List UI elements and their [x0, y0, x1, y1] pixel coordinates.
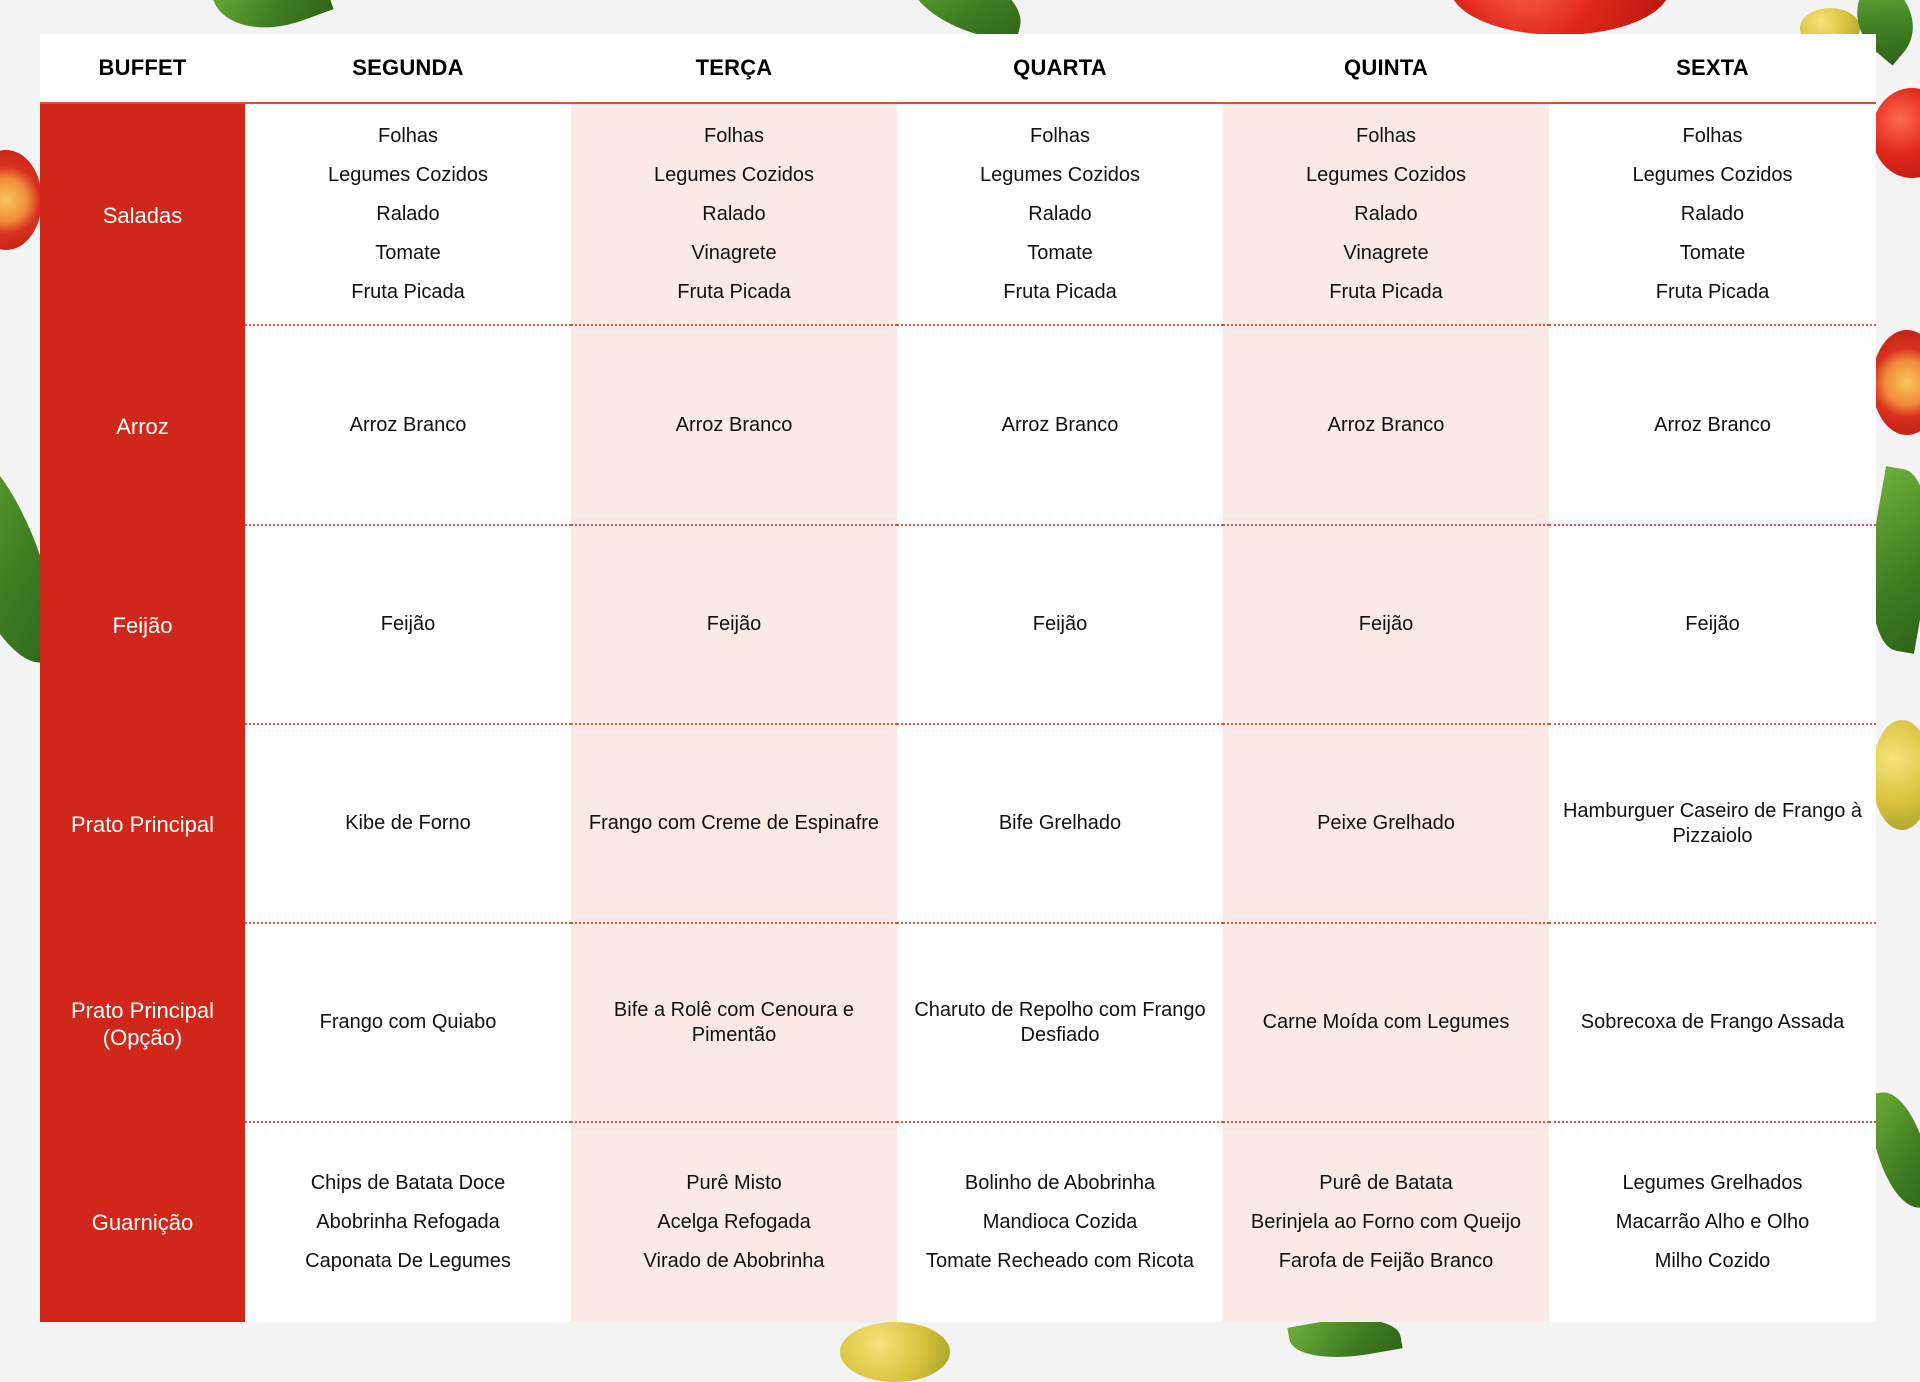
menu-item: Vinagrete — [691, 241, 777, 264]
menu-item: Ralado — [702, 202, 766, 225]
day-header-quinta: QUINTA — [1223, 34, 1549, 104]
menu-item: Purê de Batata — [1319, 1172, 1453, 1194]
menu-cell — [1549, 1123, 1876, 1322]
menu-cell — [245, 1123, 571, 1322]
menu-item: Fruta Picada — [1003, 280, 1117, 303]
menu-cell — [897, 1123, 1223, 1322]
day-header-quarta: QUARTA — [897, 34, 1223, 104]
menu-item: Feijão — [1685, 613, 1740, 635]
menu-cell — [897, 725, 1223, 924]
menu-item: Feijão — [1032, 613, 1088, 635]
menu-item: Bolinho de Abobrinha — [964, 1172, 1156, 1194]
menu-item: Feijão — [380, 613, 436, 635]
menu-item: Virado de Abobrinha — [643, 1250, 825, 1272]
buffet-header: BUFFET — [40, 34, 245, 104]
menu-cell — [245, 326, 571, 526]
menu-cell — [571, 1123, 897, 1322]
menu-item: Folhas — [377, 124, 439, 147]
menu-item: Hamburguer Caseiro de Frango à Pizzaiolo — [1562, 799, 1863, 847]
menu-cell — [1549, 326, 1876, 526]
yellow-tomato-icon — [1872, 720, 1920, 830]
menu-item: Arroz Branco — [675, 413, 793, 436]
menu-cell — [1223, 326, 1549, 526]
menu-cell — [245, 725, 571, 924]
menu-item: Ralado — [1354, 202, 1418, 225]
menu-cell — [1549, 924, 1876, 1123]
menu-item: Acelga Refogada — [657, 1211, 811, 1233]
menu-cell — [245, 526, 571, 725]
menu-item: Frango com Quiabo — [319, 1011, 497, 1033]
menu-item: Abobrinha Refogada — [316, 1211, 500, 1233]
menu-item: Chips de Batata Doce — [310, 1172, 506, 1194]
menu-item: Arroz Branco — [1001, 413, 1119, 436]
menu-cell — [897, 326, 1223, 526]
menu-item: Bife Grelhado — [998, 812, 1122, 834]
menu-item: Folhas — [703, 124, 765, 147]
menu-item: Berinjela ao Forno com Queijo — [1250, 1211, 1522, 1233]
menu-item: Feijão — [1358, 613, 1414, 635]
menu-cell — [571, 526, 897, 725]
menu-item: Fruta Picada — [677, 280, 791, 303]
menu-item: Mandioca Cozida — [982, 1211, 1138, 1233]
menu-item: Farofa de Feijão Branco — [1278, 1250, 1494, 1272]
menu-item: Purê Misto — [686, 1172, 782, 1194]
menu-cell — [1549, 526, 1876, 725]
category-feijao: Feijão — [40, 526, 245, 725]
menu-item: Arroz Branco — [1654, 413, 1771, 436]
menu-item: Carne Moída com Legumes — [1262, 1011, 1510, 1033]
menu-item: Legumes Cozidos — [1305, 163, 1467, 186]
category-prato-principal: Prato Principal — [40, 725, 245, 924]
tomato-icon — [1450, 0, 1670, 35]
cherry-tomato-half-icon — [1872, 330, 1920, 435]
menu-cell — [245, 924, 571, 1123]
menu-item: Ralado — [1680, 202, 1745, 225]
menu-cell — [245, 104, 571, 326]
menu-item: Peixe Grelhado — [1317, 812, 1455, 834]
menu-cell — [571, 924, 897, 1123]
menu-item: Charuto de Repolho com Frango Desfiado — [914, 998, 1206, 1046]
menu-item: Legumes Grelhados — [1622, 1172, 1803, 1194]
menu-item: Fruta Picada — [1655, 280, 1770, 303]
menu-cell — [571, 326, 897, 526]
menu-item: Legumes Cozidos — [653, 163, 815, 186]
menu-item: Ralado — [376, 202, 440, 225]
menu-cell — [1223, 1123, 1549, 1322]
menu-item: Legumes Cozidos — [1632, 163, 1793, 186]
menu-item: Tomate — [1679, 241, 1746, 264]
menu-item: Ralado — [1028, 202, 1092, 225]
menu-cell — [1223, 104, 1549, 326]
menu-item: Bife a Rolê com Cenoura e Pimentão — [613, 998, 855, 1046]
menu-item: Fruta Picada — [351, 280, 465, 303]
menu-item: Milho Cozido — [1654, 1250, 1771, 1272]
menu-cell — [571, 104, 897, 326]
tomato-icon — [1872, 88, 1920, 178]
cherry-tomato-half-icon — [0, 150, 42, 250]
day-header-terca: TERÇA — [571, 34, 897, 104]
menu-item: Tomate — [375, 241, 441, 264]
menu-cell — [1223, 924, 1549, 1123]
menu-item: Frango com Creme de Espinafre — [588, 812, 880, 834]
menu-item: Tomate — [1027, 241, 1093, 264]
category-prato-principal-opcao: Prato Principal (Opção) — [40, 924, 245, 1123]
menu-item: Tomate Recheado com Ricota — [926, 1250, 1194, 1272]
menu-cell — [1549, 104, 1876, 326]
yellow-tomato-icon — [840, 1322, 950, 1382]
weekly-menu-table — [40, 34, 1876, 1322]
menu-item: Macarrão Alho e Olho — [1615, 1211, 1810, 1233]
menu-item: Legumes Cozidos — [979, 163, 1141, 186]
menu-item: Kibe de Forno — [345, 812, 471, 834]
menu-item: Sobrecoxa de Frango Assada — [1580, 1011, 1845, 1033]
menu-item: Arroz Branco — [349, 413, 467, 436]
menu-item: Folhas — [1355, 124, 1417, 147]
menu-item: Caponata De Legumes — [305, 1250, 511, 1272]
menu-cell — [897, 104, 1223, 326]
category-saladas: Saladas — [40, 104, 245, 326]
menu-item: Folhas — [1029, 124, 1091, 147]
day-header-sexta: SEXTA — [1549, 34, 1876, 104]
category-arroz: Arroz — [40, 326, 245, 526]
menu-cell — [1223, 725, 1549, 924]
menu-item: Feijão — [706, 613, 762, 635]
menu-cell — [1549, 725, 1876, 924]
menu-cell — [897, 924, 1223, 1123]
menu-cell — [897, 526, 1223, 725]
category-guarnicao: Guarnição — [40, 1123, 245, 1322]
menu-cell — [1223, 526, 1549, 725]
menu-item: Fruta Picada — [1329, 280, 1443, 303]
day-header-segunda: SEGUNDA — [245, 34, 571, 104]
menu-item: Vinagrete — [1343, 241, 1429, 264]
menu-item: Arroz Branco — [1327, 413, 1445, 436]
menu-cell — [571, 725, 897, 924]
menu-item: Legumes Cozidos — [327, 163, 489, 186]
menu-item: Folhas — [1682, 124, 1743, 147]
